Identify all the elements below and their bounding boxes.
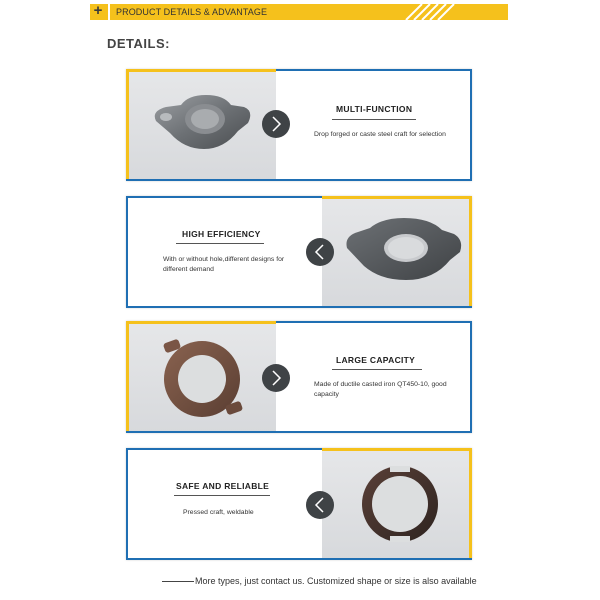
border-top-4b (322, 448, 472, 451)
chevron-left-icon[interactable] (306, 238, 334, 266)
border-bottom-3 (126, 431, 472, 433)
border-top-3b (276, 321, 472, 323)
chevron-right-icon[interactable] (262, 110, 290, 138)
border-bottom-1 (126, 179, 472, 181)
border-bottom-2 (126, 306, 472, 308)
text-panel-2 (126, 196, 322, 308)
border-left-4 (126, 448, 128, 560)
feature-desc-4: Pressed craft, weldable (183, 509, 254, 516)
border-top-4 (126, 448, 322, 450)
border-top-2b (322, 196, 472, 199)
feature-title-3: LARGE CAPACITY (336, 355, 416, 365)
plus-icon: + (93, 2, 103, 19)
footer-note: More types, just contact us. Customized shape or size is also available (195, 576, 477, 586)
title-underline-1 (332, 119, 416, 120)
border-top-3 (126, 321, 276, 324)
text-panel-1 (276, 69, 472, 181)
feature-card-3 (126, 321, 472, 433)
feature-card-4 (126, 448, 472, 560)
border-left-1 (126, 69, 129, 181)
feature-desc-1: Drop forged or caste steel craft for selection (314, 131, 446, 138)
feature-title-2: HIGH EFFICIENCY (182, 229, 261, 239)
product-image-3 (126, 321, 276, 433)
text-panel-4 (126, 448, 322, 560)
text-panel-3 (276, 321, 472, 433)
section-title: DETAILS: (107, 36, 170, 51)
product-image-4 (322, 448, 472, 560)
feature-card-1 (126, 69, 472, 181)
border-right-3 (470, 321, 472, 433)
title-underline-2 (176, 243, 264, 244)
header-stripes (400, 4, 508, 20)
header-title: PRODUCT DETAILS & ADVANTAGE (116, 7, 268, 17)
feature-desc-3: Made of ductile casted iron QT450-10, good capacity (314, 381, 447, 398)
feature-desc-2: With or without hole,different designs for different demand (163, 256, 285, 273)
product-image-1 (126, 69, 276, 181)
feature-card-2 (126, 196, 472, 308)
title-underline-4 (174, 495, 270, 496)
border-right-2 (469, 196, 472, 308)
chevron-left-icon[interactable] (306, 491, 334, 519)
product-image-2 (322, 196, 472, 308)
footer-line (162, 581, 194, 582)
border-bottom-4 (126, 558, 472, 560)
border-top-2 (126, 196, 322, 198)
border-right-4 (469, 448, 472, 560)
border-left-3 (126, 321, 129, 433)
border-top-1b (276, 69, 472, 71)
feature-title-4: SAFE AND RELIABLE (176, 481, 270, 491)
border-top-1 (126, 69, 276, 72)
border-left-2 (126, 196, 128, 308)
feature-title-1: MULTI-FUNCTION (336, 104, 413, 114)
header-separator (108, 4, 110, 20)
title-underline-3 (332, 369, 422, 370)
chevron-right-icon[interactable] (262, 364, 290, 392)
border-right-1 (470, 69, 472, 181)
